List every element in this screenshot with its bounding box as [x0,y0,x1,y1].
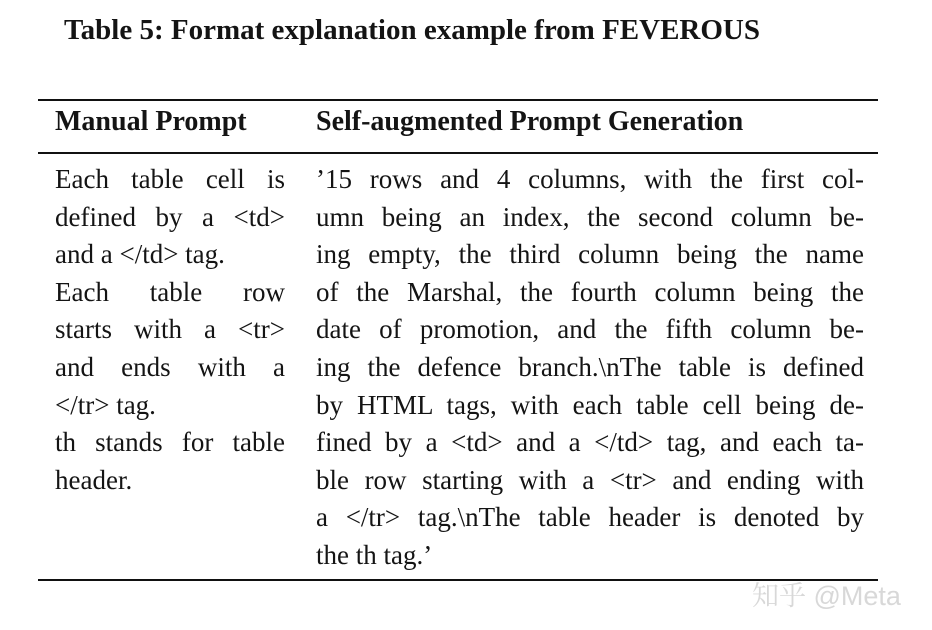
manual-prompt-line: header. [55,464,133,495]
table-caption: Table 5: Format explanation example from FEVEROUS [64,14,760,46]
manual-prompt-line: Each table cell is [55,164,285,194]
generated-prompt-line: the th tag.’ [316,539,433,570]
manual-prompt-line: defined by a <td> [55,201,285,232]
generated-prompt-line: a </tr> tag.\nThe table header is denoted by [316,502,864,533]
manual-prompt-line: and a </td> tag. [55,239,225,270]
generated-prompt-line: ing the defence branch.\nThe table is defined [316,351,864,382]
header-self-augmented-prompt: Self-augmented Prompt Generation [316,106,744,137]
generated-prompt-line: umn being an index, the second column be- [316,201,864,232]
generated-prompt-line: ing empty, the third column being the name [316,239,864,270]
generated-prompt-line: by HTML tags, with each table cell being de- [316,389,864,420]
generated-prompt-line: fined by a <td> and a </td> tag, and each ta- [316,427,864,458]
manual-prompt-line: and ends with a [55,351,285,382]
manual-prompt-line: Each table row [55,276,285,307]
generated-prompt-line: date of promotion, and the fifth column be- [316,314,864,345]
manual-prompt-line: th stands for table [55,427,285,458]
header-manual-prompt: Manual Prompt [55,106,247,137]
manual-prompt-line: starts with a <tr> [55,314,285,345]
generated-prompt-line: of the Marshal, the fourth column being the [316,276,864,307]
manual-prompt-cell [55,161,285,499]
table-header-rule [38,152,878,154]
generated-prompt-line: ble row starting with a <tr> and ending with [316,464,864,495]
manual-prompt-line: </tr> tag. [55,389,156,420]
watermark: 知乎 @Meta [752,581,901,611]
generated-prompt-line: ’15 rows and 4 columns, with the first col- [316,164,864,194]
generated-prompt-cell [316,161,864,575]
table-top-rule [38,99,878,101]
